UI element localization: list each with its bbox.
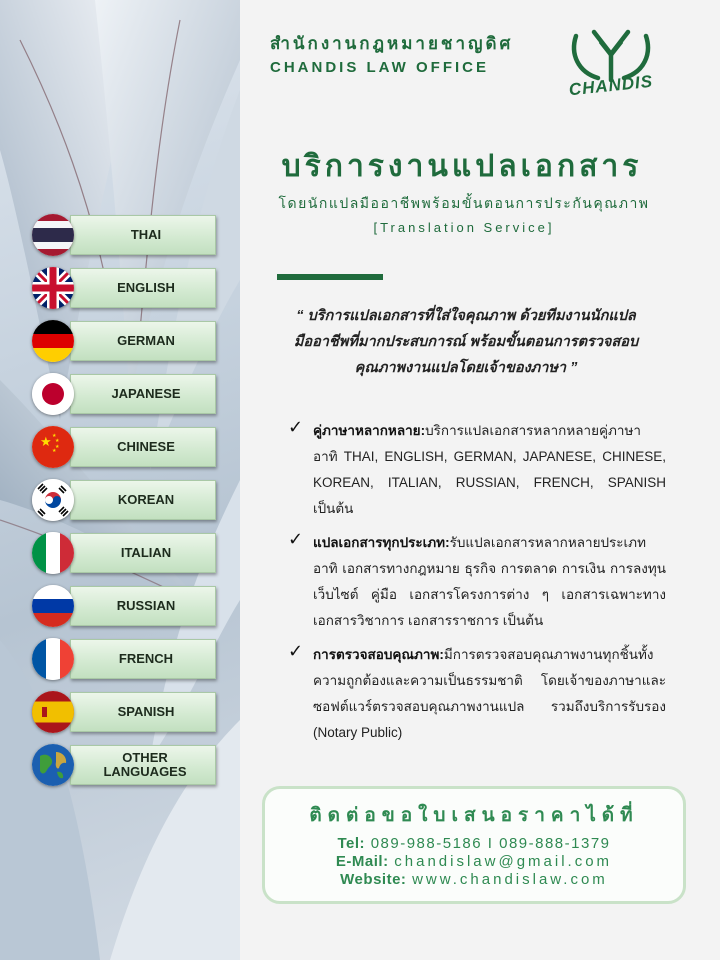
feature-body: บริการแปลเอกสารหลากหลายคู่ภาษา อาทิ THAI, ENGLISH, GERMAN, JAPANESE, CHINESE, KOREAN, ITALIAN, RUSSIAN, FRENCH, SPANISH เป็นต้น: [313, 423, 666, 516]
svg-text:★: ★: [55, 444, 60, 450]
language-button-italian[interactable]: ITALIAN: [70, 533, 216, 573]
contact-website: [265, 871, 683, 889]
language-button-french[interactable]: FRENCH: [70, 639, 216, 679]
language-button-chinese[interactable]: CHINESE: [70, 427, 216, 467]
language-item-russian[interactable]: [32, 585, 218, 627]
language-button-other-languages[interactable]: OTHER LANGUAGES: [70, 745, 216, 785]
contact-box: [262, 786, 686, 904]
phone-numbers[interactable]: 089-988-5186 I 089-888-1379: [370, 835, 611, 852]
language-button-spanish[interactable]: SPANISH: [70, 692, 216, 732]
globe-icon: [32, 744, 74, 786]
checkmark-icon: ✓: [288, 529, 304, 549]
service-quote: [272, 303, 660, 381]
germany-flag-icon: [32, 320, 74, 362]
agave-background-panel: [0, 0, 240, 960]
svg-text:★: ★: [55, 438, 60, 444]
contact-email: [265, 853, 683, 871]
spain-flag-icon: [32, 691, 74, 733]
page-subtitle-english: [Translation Service]: [373, 220, 555, 235]
email-label: E-Mail:: [335, 853, 389, 870]
contact-phone: [265, 835, 683, 853]
language-button-korean[interactable]: KOREAN: [70, 480, 216, 520]
feature-heading: แปลเอกสารทุกประเภท:: [313, 535, 450, 550]
feature-body: รับแปลเอกสารหลากหลายประเภท อาทิ เอกสารทางกฎหมาย ธุรกิจ การตลาด การเงิน การลงทุน เว็บไซต์ คู่มือ เอกสารโครงการต่าง ๆ เอกสารเฉพาะทาง เอกสารวิชาการ เอกสารราชการ เป็นต้น: [313, 535, 666, 628]
language-item-japanese[interactable]: [32, 373, 218, 415]
title-divider: [277, 274, 383, 280]
contact-title: ติดต่อขอใบเสนอราคาได้ที่: [309, 805, 639, 826]
page-subtitle: โดยนักแปลมืออาชีพพร้อมขั้นตอนการประกันคุณภาพ: [278, 195, 650, 211]
quote-line: “ บริการแปลเอกสารที่ใส่ใจคุณภาพ ด้วยทีมงานนักแปล: [296, 308, 636, 324]
email-link[interactable]: chandislaw@gmail.com: [394, 853, 613, 870]
feature-body: มีการตรวจสอบคุณภาพงานทุกชิ้นทั้งความถูกต้องและความเป็นธรรมชาติ โดยเจ้าของภาษาและซอฟต์แวร์ตรวจสอบคุณภาพงานแปล รวมถึงบริการรับรอง (Notary Public): [313, 647, 666, 740]
china-flag-icon: [32, 426, 74, 468]
feature-item-quality-check: [288, 642, 666, 746]
japan-flag-icon: [32, 373, 74, 415]
svg-text:★: ★: [40, 434, 52, 449]
language-item-french[interactable]: [32, 638, 218, 680]
phone-label: Tel:: [337, 835, 366, 852]
language-button-thai[interactable]: THAI: [70, 215, 216, 255]
svg-text:★: ★: [52, 433, 57, 439]
checkmark-icon: ✓: [288, 417, 304, 437]
russia-flag-icon: [32, 585, 74, 627]
feature-list: [288, 418, 666, 754]
quote-line: มืออาชีพที่มากประสบการณ์ พร้อมขั้นตอนการตรวจสอบ: [293, 334, 639, 350]
logo-text: CHANDIS: [567, 71, 654, 100]
uk-flag-icon: [32, 267, 74, 309]
language-item-other[interactable]: [32, 744, 218, 786]
italy-flag-icon: [32, 532, 74, 574]
feature-heading: การตรวจสอบคุณภาพ:: [313, 647, 444, 662]
language-item-thai[interactable]: [32, 214, 218, 256]
language-button-russian[interactable]: RUSSIAN: [70, 586, 216, 626]
language-item-english[interactable]: [32, 267, 218, 309]
svg-text:★: ★: [52, 448, 57, 454]
feature-item-language-pairs: [288, 418, 666, 522]
office-name-thai: สำนักงานกฎหมายชาญดิศ: [270, 34, 514, 53]
feature-item-document-types: [288, 530, 666, 634]
website-link[interactable]: www.chandislaw.com: [412, 871, 608, 888]
language-item-german[interactable]: [32, 320, 218, 362]
language-item-chinese[interactable]: [32, 426, 218, 468]
thailand-flag-icon: [32, 214, 74, 256]
language-item-korean[interactable]: [32, 479, 218, 521]
language-item-spanish[interactable]: [32, 691, 218, 733]
checkmark-icon: ✓: [288, 641, 304, 661]
language-item-italian[interactable]: [32, 532, 218, 574]
website-label: Website:: [340, 871, 407, 888]
language-button-japanese[interactable]: JAPANESE: [70, 374, 216, 414]
chandis-logo: [556, 24, 666, 104]
korea-flag-icon: [32, 479, 74, 521]
feature-heading: คู่ภาษาหลากหลาย:: [313, 423, 426, 438]
office-name-english: CHANDIS LAW OFFICE: [270, 59, 489, 76]
quote-line: คุณภาพงานแปลโดยเจ้าของภาษา ”: [354, 360, 578, 376]
language-list: [32, 214, 218, 797]
language-button-german[interactable]: GERMAN: [70, 321, 216, 361]
language-button-english[interactable]: ENGLISH: [70, 268, 216, 308]
page-title: บริการงานแปลเอกสาร: [281, 150, 643, 183]
france-flag-icon: [32, 638, 74, 680]
